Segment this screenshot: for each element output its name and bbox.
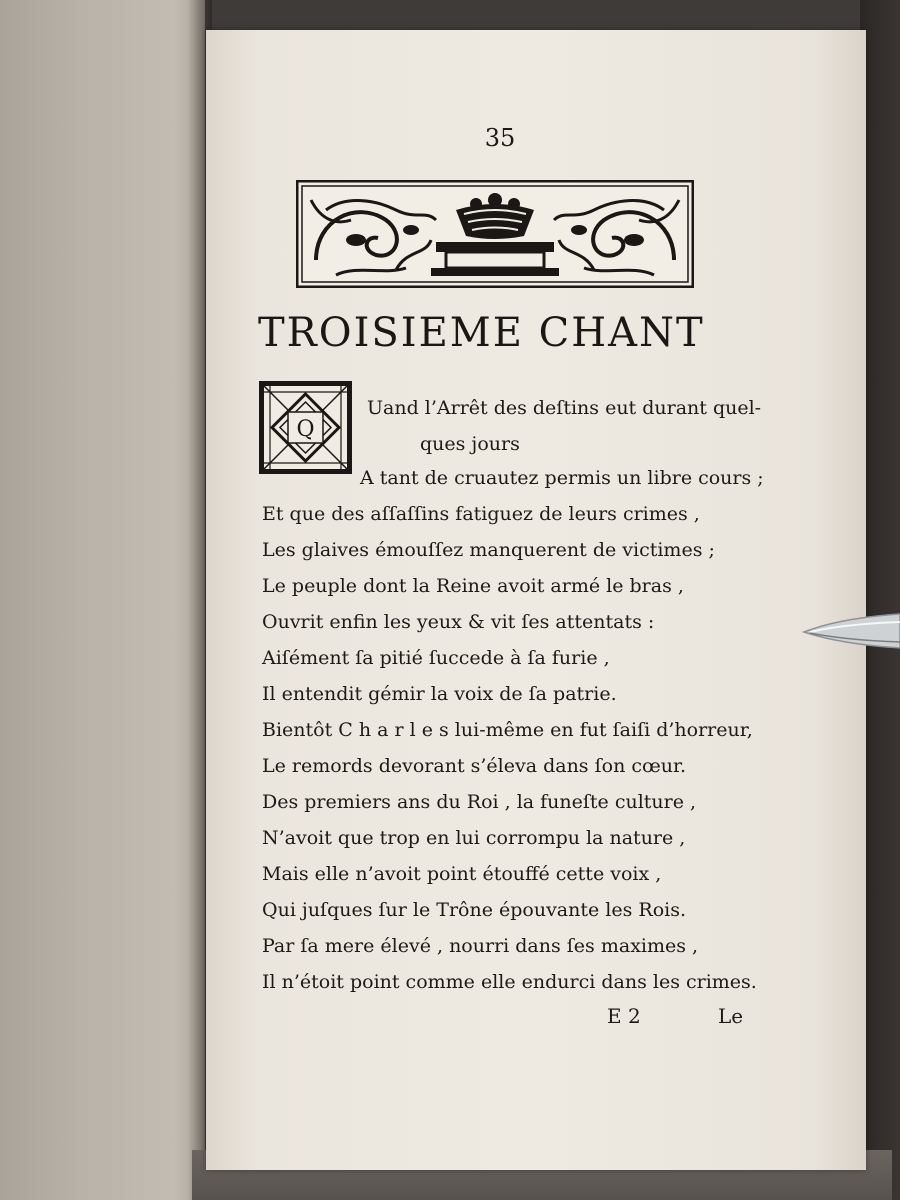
verse-line: Il n’étoit point comme elle endurci dans les crimes. [262,971,757,993]
page-holder-tool [800,612,900,652]
verse-line: Ouvrit enfin les yeux & vit ſes attentats : [262,611,655,633]
left-page [0,0,205,1200]
verse-line: A tant de cruautez permis un libre cours ; [360,467,764,489]
verse-line: N’avoit que trop en lui corrompu la nature , [262,827,686,849]
verse-line: Bientôt C h a r l e s lui-même en fut ſaiſi d’horreur, [262,719,753,741]
verse-line: Mais elle n’avoit point étouffé cette voix , [262,863,662,885]
verse-line: Il entendit gémir la voix de ſa patrie. [262,683,617,705]
catchword: Le [718,1004,744,1028]
verse-line: Aiſément ſa pitié ſuccede à ſa furie , [262,647,610,669]
verse-line: Le remords devorant s’éleva dans ſon cœur. [262,755,687,777]
verse-line: Les glaives émouſſez manquerent de victimes ; [262,539,715,561]
initial-letter: Q [296,417,315,442]
background [860,0,900,1200]
decorated-initial [258,380,353,475]
verse-line: Des premiers ans du Roi , la funeſte culture , [262,791,697,813]
page-number: 35 [484,124,516,152]
signature-mark: E 2 [607,1004,641,1028]
verse-line: Et que des aſſaſſins fatiguez de leurs crimes , [262,503,700,525]
verse-line: ques jours [420,433,520,455]
ornamental-headpiece [296,180,694,288]
verse-line: Uand l’Arrêt des deſtins eut durant quel- [367,397,762,419]
verse-line: Par ſa mere élevé , nourri dans ſes maximes , [262,935,699,957]
verse-line: Qui juſques ſur le Trône épouvante les Rois. [262,899,687,921]
verse-line: Le peuple dont la Reine avoit armé le bras , [262,575,684,597]
chapter-title: TROISIEME CHANT [258,310,705,356]
